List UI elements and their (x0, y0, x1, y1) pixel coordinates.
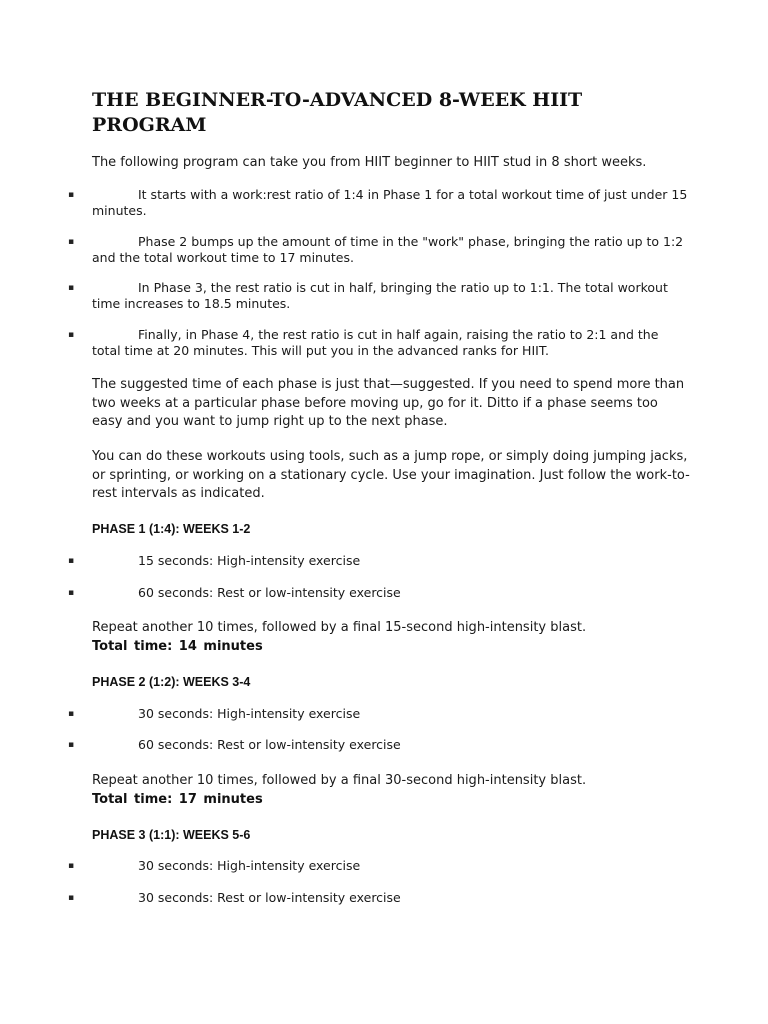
phase-2-repeat: Repeat another 10 times, followed by a final 30-second high-intensity blast. (92, 773, 587, 788)
overview-item-2: Phase 2 bumps up the amount of time in the "work" phase, bringing the ratio up to 1:2 and the total workout time to 17 minutes. (92, 234, 684, 265)
phase-1-total-time: Total time: 14 minutes (92, 639, 263, 654)
phase-2-item-1: 30 seconds: High-intensity exercise (138, 706, 361, 721)
bullet-icon: ▪ (68, 588, 75, 598)
bullet-icon: ▪ (68, 893, 75, 903)
bullet-icon: ▪ (68, 861, 75, 871)
phase-1-item-2: 60 seconds: Rest or low-intensity exercise (138, 585, 401, 600)
overview-item-4: Finally, in Phase 4, the rest ratio is cut in half again, raising the ratio to 2:1 and the total time at 20 minutes. This will put you in the advanced ranks for HIIT. (92, 327, 659, 358)
phase-2-item-2: 60 seconds: Rest or low-intensity exercise (138, 737, 401, 752)
suggested-time-paragraph: The suggested time of each phase is just that—suggested. If you need to spend more than two weeks at a particular phase before moving up, go for it. Ditto if a phase seems too easy and you want to jump right up to the next phase. (92, 377, 685, 429)
phase-3-item-1: 30 seconds: High-intensity exercise (138, 858, 361, 873)
phase-1-item-1: 15 seconds: High-intensity exercise (138, 553, 361, 568)
bullet-icon: ▪ (68, 283, 75, 293)
phase-1-heading: PHASE 1 (1:4): WEEKS 1-2 (92, 522, 251, 536)
bullet-icon: ▪ (68, 740, 75, 750)
bullet-icon: ▪ (68, 330, 75, 340)
overview-item-1: It starts with a work:rest ratio of 1:4 in Phase 1 for a total workout time of just under 15 minutes. (92, 187, 688, 218)
bullet-icon: ▪ (68, 709, 75, 719)
phase-3-item-2: 30 seconds: Rest or low-intensity exercise (138, 890, 401, 905)
phase-3-heading: PHASE 3 (1:1): WEEKS 5-6 (92, 828, 251, 842)
intro-paragraph: The following program can take you from HIIT beginner to HIIT stud in 8 short weeks. (92, 155, 647, 170)
document-title: THE BEGINNER-TO-ADVANCED 8-WEEK HIIT PROGRAM (92, 89, 583, 136)
bullet-icon: ▪ (68, 237, 75, 247)
phase-2-heading: PHASE 2 (1:2): WEEKS 3-4 (92, 675, 251, 689)
bullet-icon: ▪ (68, 190, 75, 200)
phase-2-total-time: Total time: 17 minutes (92, 792, 263, 807)
phase-1-repeat: Repeat another 10 times, followed by a final 15-second high-intensity blast. (92, 620, 587, 635)
bullet-icon: ▪ (68, 556, 75, 566)
tools-paragraph: You can do these workouts using tools, such as a jump rope, or simply doing jumping jacks, or sprinting, or working on a stationary cycle. Use your imagination. Just follow the work-to-rest intervals as indicated. (92, 449, 690, 501)
overview-item-3: In Phase 3, the rest ratio is cut in half, bringing the ratio up to 1:1. The total workout time increases to 18.5 minutes. (92, 280, 668, 311)
